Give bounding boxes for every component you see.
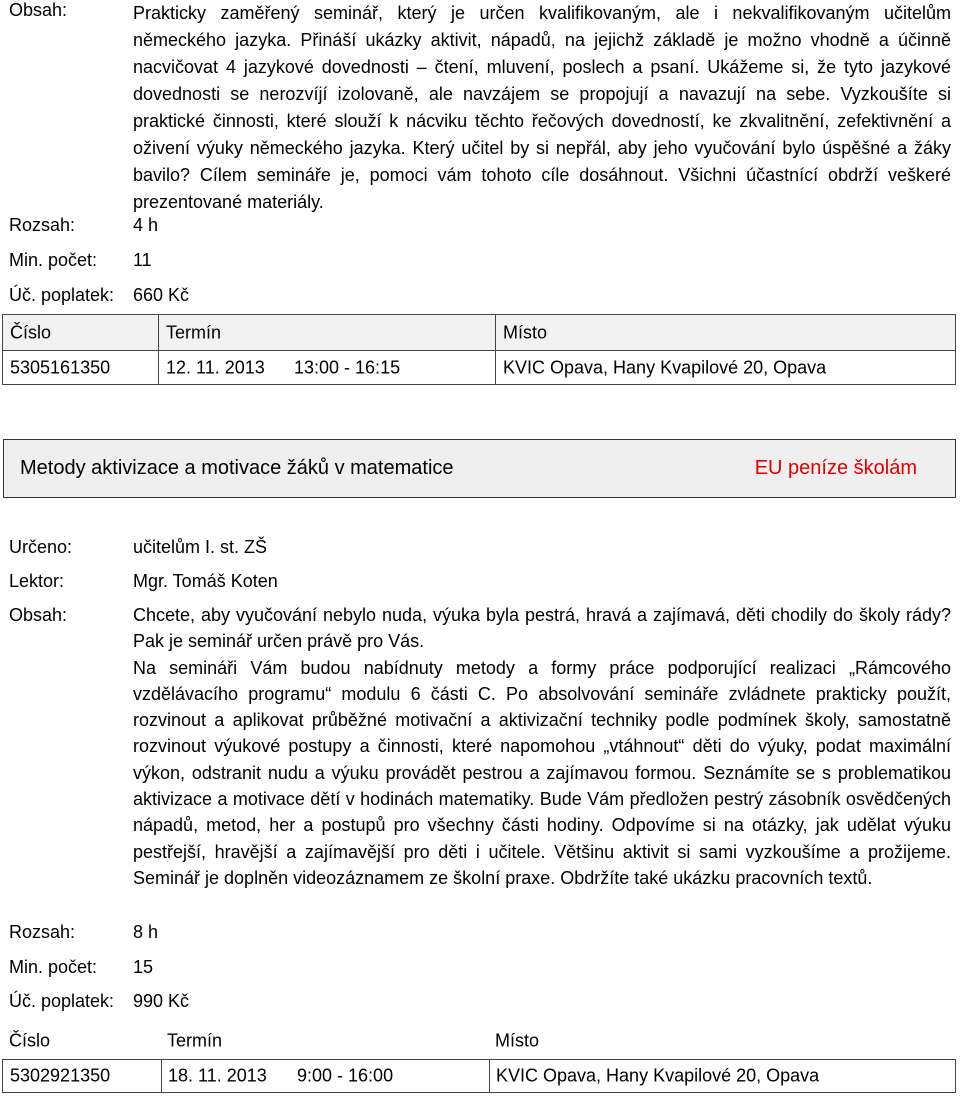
row-datum: 12. 11. 2013: [166, 357, 265, 377]
row-datum: 18. 11. 2013: [168, 1065, 267, 1086]
course-title-bar: [3, 439, 956, 498]
header-cislo: Číslo: [10, 322, 52, 342]
fee-label: Úč. poplatek:: [9, 991, 115, 1011]
course2-description-p2: Na semináři Vám budou nabídnuty metody a formy práce podporující realizaci „Rámcového vzdělávacího programu“ modulu 6 části C. Po absolvování semináře zvládnete prakticky použít, rozvinout a aplikovat průběžné motivační a aktivizační techniky podle podmínek školy, samostatně rozvinout výukové postupy a činnosti, které napomohou „vtáhnout“ děti do výuky, podat maximální výkon, odstranit nudu a výuku provádět pestrou a zajímavou formou. Seznámíte se s problematikou aktivizace a motivace dětí v hodinách matematiky. Bude Vám předložen pestrý zásobník osvědčených nápadů, metod, her a postupů pro všechny části hodiny. Odpovíme si na otázky, jak udělat výuku pestřejší, hravější a zajímavější pro děti i učitele. Většinu aktivit si sami vyzkoušíme a prožijeme. Seminář je doplněn videozáznamem ze školní praxe. Obdržíte také ukázku pracovních textů.: [133, 657, 951, 888]
lektor-label: Lektor:: [9, 571, 65, 591]
course1-description: [133, 0, 951, 216]
course2-table-header: [2, 1022, 956, 1059]
divider: [495, 315, 496, 350]
divider: [158, 315, 159, 350]
header-termin: Termín: [167, 1030, 223, 1050]
row-misto: KVIC Opava, Hany Kvapilové 20, Opava: [496, 1065, 820, 1086]
obsah-label: Obsah:: [9, 0, 68, 20]
row-misto: KVIC Opava, Hany Kvapilové 20, Opava: [503, 357, 827, 377]
course1-table-row: [2, 351, 956, 385]
funding-tag: EU peníze školám: [754, 457, 917, 479]
course1-min-count: 11: [133, 250, 152, 270]
divider: [161, 1060, 162, 1092]
row-cislo: 5305161350: [10, 357, 111, 377]
row-cas: 13:00 - 16:15: [294, 357, 401, 377]
course1-fee: 660 Kč: [133, 285, 190, 305]
rozsah-label: Rozsah:: [9, 215, 76, 235]
course-title: Metody aktivizace a motivace žáků v matematice: [20, 457, 454, 479]
row-cislo: 5302921350: [10, 1065, 111, 1086]
min-count-label: Min. počet:: [9, 957, 98, 977]
course2-fee: 990 Kč: [133, 991, 190, 1011]
header-misto: Místo: [503, 322, 548, 342]
urceno-label: Určeno:: [9, 537, 73, 557]
divider: [495, 351, 496, 384]
divider: [489, 1060, 490, 1092]
fee-label: Úč. poplatek:: [9, 285, 115, 305]
obsah-label: Obsah:: [9, 605, 68, 625]
header-misto: Místo: [495, 1030, 540, 1050]
course2-lecturer: Mgr. Tomáš Koten: [133, 571, 278, 591]
course2-table-row: [2, 1059, 956, 1093]
min-count-label: Min. počet:: [9, 250, 98, 270]
course2-description: [133, 602, 951, 891]
divider: [158, 351, 159, 384]
course2-min-count: 15: [133, 957, 154, 977]
course1-rozsah: 4 h: [133, 215, 159, 235]
course2-target: učitelům I. st. ZŠ: [133, 537, 268, 557]
row-cas: 9:00 - 16:00: [297, 1065, 394, 1086]
header-termin: Termín: [166, 322, 222, 342]
course2-description-p1: Chcete, aby vyučování nebylo nuda, výuka byla pestrá, hravá a zajímavá, děti chodily do školy rády? Pak je seminář určen právě pro Vás.: [133, 605, 951, 652]
course2-rozsah: 8 h: [133, 922, 159, 942]
course1-table-header: [2, 314, 956, 351]
rozsah-label: Rozsah:: [9, 922, 76, 942]
course1-description-text: Prakticky zaměřený seminář, který je určen kvalifikovaným, ale i nekvalifikovaným učitelům německého jazyka. Přináší ukázky aktivit, nápadů, na jejichž základě je možno vhodně a účinně nacvičovat 4 jazykové dovednosti – čtení, mluvení, poslech a psaní. Ukážeme si, že tyto jazykové dovednosti se nerozvíjí izolovaně, ale navzájem se propojují a navazují na sebe. Vyzkoušíte si praktické činnosti, které slouží k nácviku těchto řečových dovedností, ke zkvalitnění, zefektivnění a oživení výuky německého jazyka. Který učitel by si nepřál, aby jeho vyučování bylo úspěšné a žáky bavilo? Cílem semináře je, pomoci vám tohoto cíle dosáhnout. Všichni účastnící obdrží veškeré prezentované materiály.: [133, 3, 951, 212]
header-cislo: Číslo: [9, 1030, 51, 1050]
